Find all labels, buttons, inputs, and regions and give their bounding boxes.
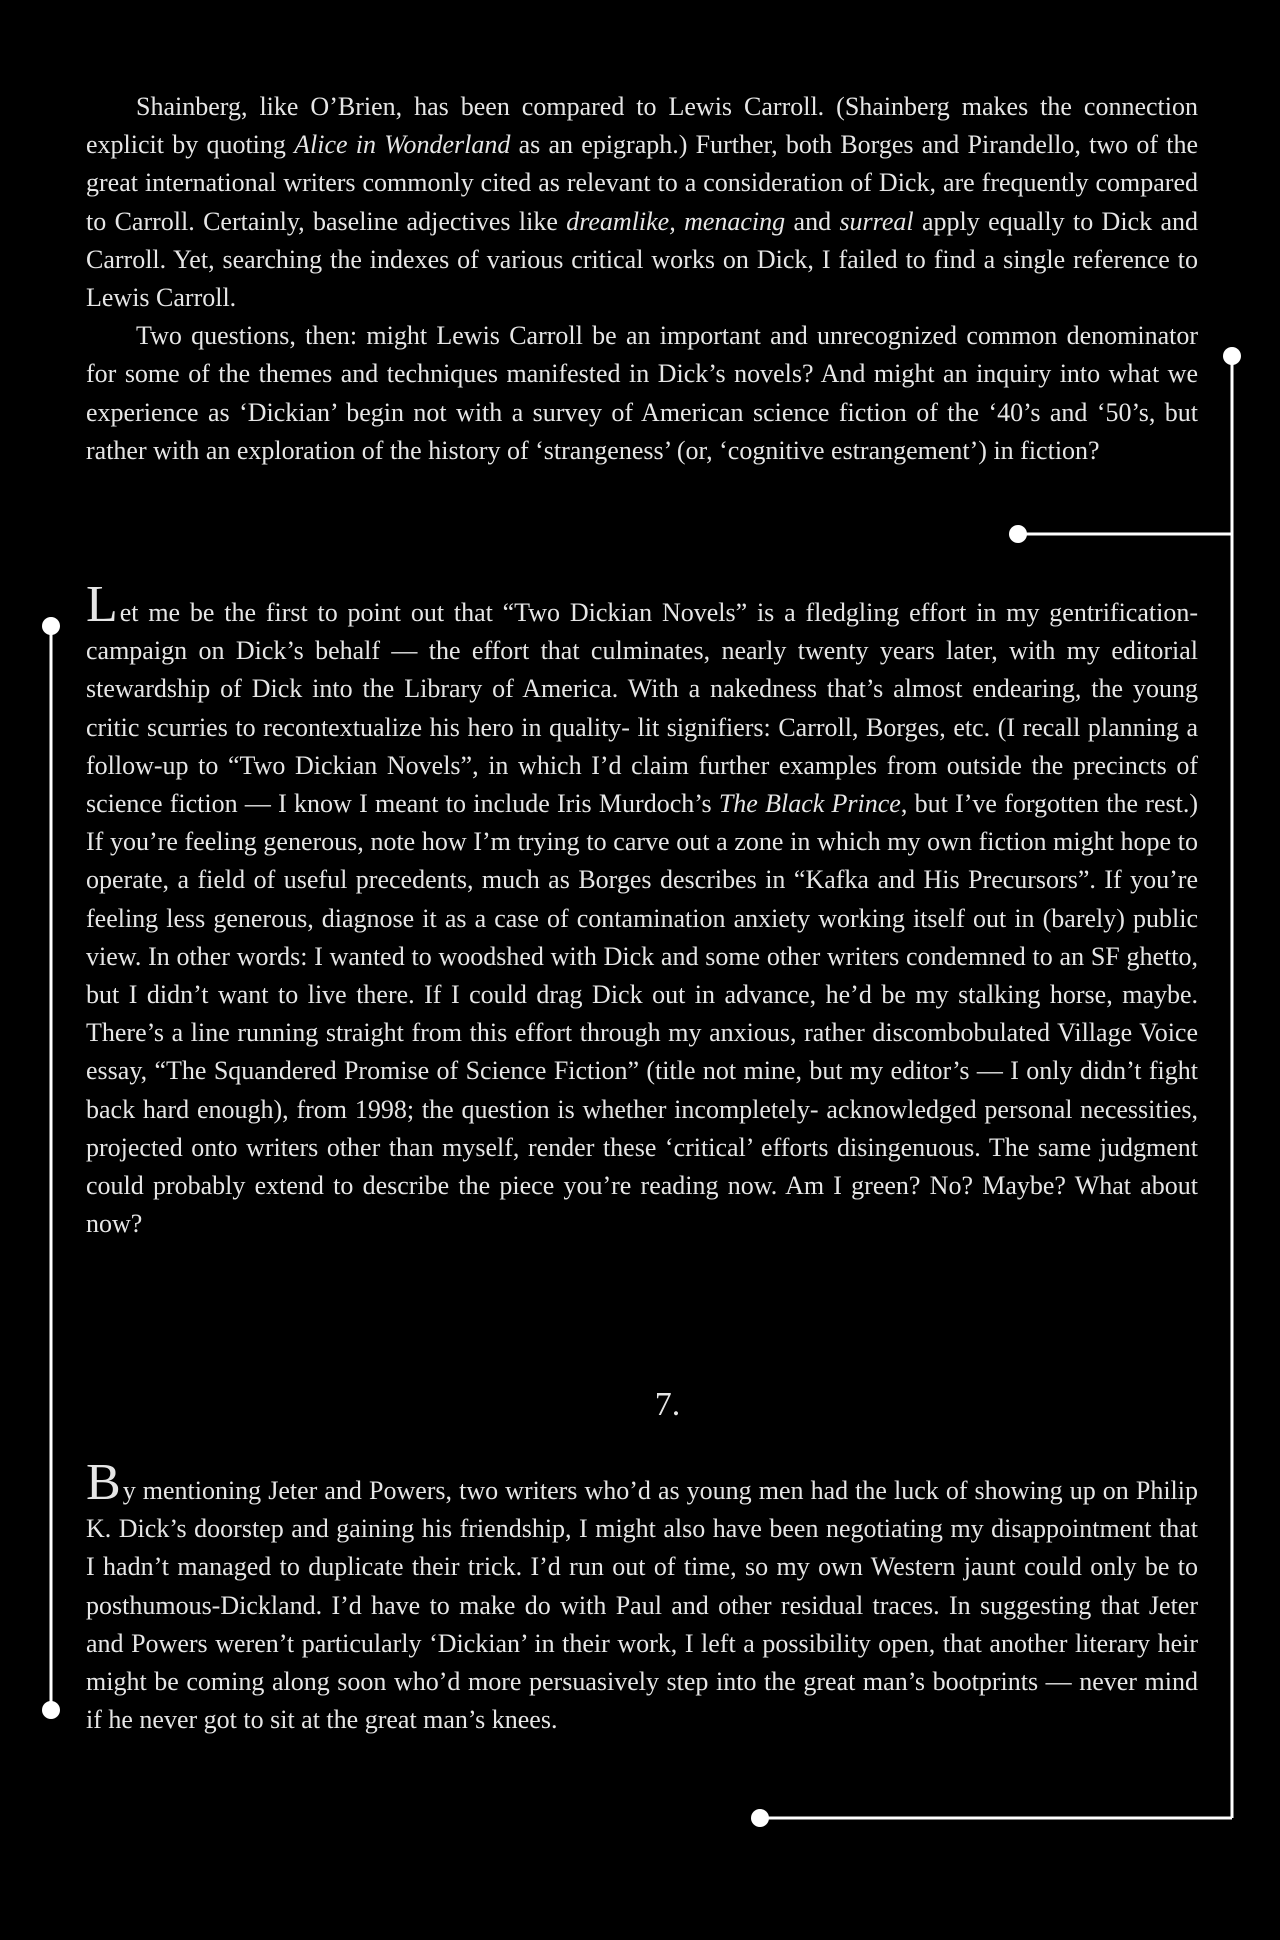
left-bracket-top-dot	[42, 617, 60, 635]
right-bracket-top-dot	[1223, 347, 1241, 365]
section-number: 7.	[654, 1386, 681, 1423]
italic-surreal: surreal	[839, 206, 914, 236]
text-run: Shainberg, like O’Brien, has been compared to Lewis Carroll. (Shainberg makes the connection explicit by quoting	[86, 92, 1198, 160]
italic-title-alice: Alice in Wonderland	[294, 130, 511, 160]
text-run: , but I’ve forgotten the rest.) If you’re feeling generous, note how I’m trying to carve out a zone in which my own fiction might hope to operate, a field of useful precedents, much as Borges describes in “Kafka and His Precursors”. If you’re feeling less generous, diagnose it as a case of contamination anxiety working itself out in (barely) public view. In other words: I wanted to woodshed with Dick and some other writers condemned to an SF ghetto, but I didn’t want to live there. If I could drag Dick out in advance, he’d be my stalking horse, maybe. There’s a line running straight from this effort through my anxious, rather discombobulated Village Voice essay, “The Squandered Promise of Science Fiction” (title not mine, but my editor’s — I only didn’t fight back hard enough), from 1998; the question is whether incompletely- acknowledged personal necessities, projected onto writers other than myself, render these ‘critical’ efforts disingenuous. The same judgment could probably extend to describe the piece you’re reading now. Am I green? No? Maybe? What about now?	[86, 789, 1198, 1239]
dropcap-b: B	[86, 1454, 121, 1511]
paragraph-two-questions: Two questions, then: might Lewis Carroll be an important and unrecognized common denominator for some of the themes and techniques manifested in Dick’s novels? And might an inquiry into what we experience as ‘Dickian’ begin not with a survey of American science fiction of the ‘40’s and ‘50’s, but rather with an exploration of the history of ‘strangeness’ (or, ‘cognitive estrangement’) in fiction?	[86, 321, 1198, 465]
italic-title-black-prince: The Black Prince	[718, 789, 901, 819]
text-run: et me be the first to point out that “Two Dickian Novels” is a fledgling effort in my gentrification-campaign on Dick’s behalf — the effort that culminates, nearly twenty years later, with my editorial stewardship of Dick into the Library of America. With a nakedness that’s almost endearing, the young critic scurries to recontextualize his hero in quality- lit signifiers: Carroll, Borges, etc. (I recall planning a follow-up to “Two Dickian Novels”, in which I’d claim further examples from outside the precincts of science fiction — I know I meant to include Iris Murdoch’s	[86, 598, 1198, 819]
right-bracket	[751, 347, 1241, 1827]
text-run: and	[785, 206, 840, 236]
text-run: apply equally to Dick and Carroll. Yet, searching the indexes of various critical works on Dick, I failed to find a single reference to Lewis Carroll.	[86, 206, 1198, 313]
text-run: y mentioning Jeter and Powers, two writers who’d as young men had the luck of showing up on Philip K. Dick’s doorstep and gaining his friendship, I might also have been negotiating my disappointment that I hadn’t managed to duplicate their trick. I’d run out of time, so my own Western jaunt could only be to posthumous-Dickland. I’d have to make do with Paul and other residual traces. In suggesting that Jeter and Powers weren’t particularly ‘Dickian’ in their work, I left a possibility open, that another literary heir might be coming along soon who’d more persuasively step into the great man’s bootprints — never mind if he never got to sit at the great man’s knees.	[86, 1476, 1198, 1735]
left-bracket-bottom-dot	[42, 1701, 60, 1719]
text-run: as an epigraph.) Further, both Borges and Pirandello, two of the great international writers commonly cited as relevant to a consideration of Dick, are frequently compared to Carroll. Certainly, baseline adjectives like	[86, 130, 1199, 236]
italic-adjectives: dreamlike, menacing	[566, 206, 786, 236]
right-bracket-arm-dot	[1009, 525, 1027, 543]
right-bracket-bottom-dot	[751, 1809, 769, 1827]
left-bracket	[42, 617, 60, 1719]
dropcap-l: L	[86, 576, 118, 633]
